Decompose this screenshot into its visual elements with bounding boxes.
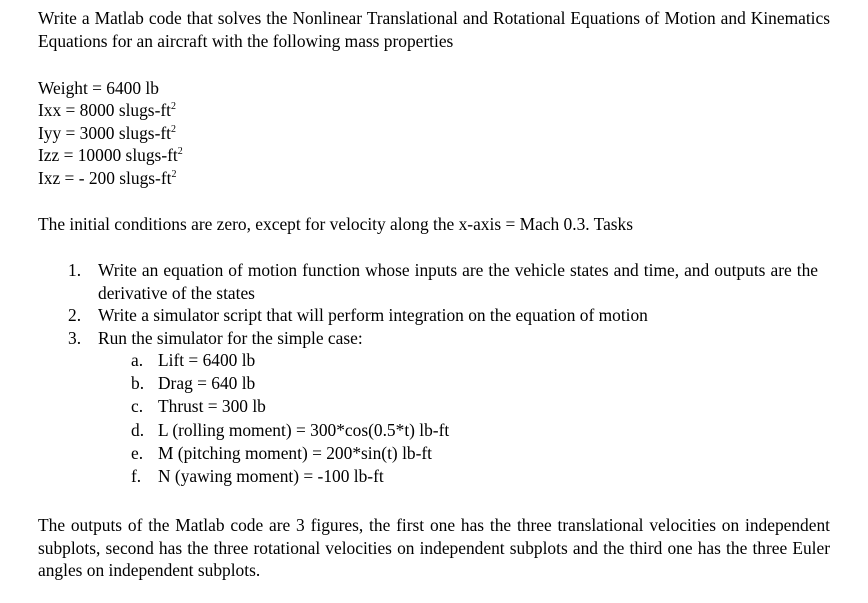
mass-properties-list [38,77,183,189]
case-text: Drag = 640 lb [158,373,256,394]
mass-property-ixx [38,99,183,121]
case-text: Lift = 6400 lb [158,350,256,370]
case-text: L (rolling moment) = 300*cos(0.5*t) lb-ft [158,419,450,440]
case-letter: d. [131,419,145,440]
task-text: Write an equation of motion function whose inputs are the vehicle states and time, and outputs are the derivative of the states [98,260,818,303]
mass-property-izz [38,144,183,166]
mass-property-weight [38,77,183,99]
list-item [38,304,818,327]
mass-property-ixz [38,167,183,189]
mass-property-exponent: 2 [171,168,177,180]
mass-property-exponent: 2 [171,101,176,113]
mass-property-label: Iyy = 3000 slugs-ft [38,122,171,143]
list-item [38,259,818,304]
task-text: Run the simulator for the simple case: [98,327,363,348]
case-letter: c. [131,396,144,417]
list-item [38,327,818,489]
mass-property-exponent: 2 [171,123,176,135]
task-number: 3. [68,327,82,348]
case-list [98,349,818,488]
outputs-paragraph: The outputs of the Matlab code are 3 figures, the first one has the three translational velocities on independent subplots, second has the three rotational velocities on independent subplots and the third one has the three Euler angles on independent subplots. [38,515,830,580]
intro-paragraph: Write a Matlab code that solves the Nonlinear Translational and Rotational Equations of Motion and Kinematics Equations for an aircraft with the following mass properties [38,8,830,51]
task-list [38,259,818,488]
list-item [38,419,818,442]
task-number: 2. [68,305,82,325]
list-item [38,395,818,418]
task-text: Write a simulator script that will perform integration on the equation of motion [98,305,648,325]
mass-property-label: Weight = 6400 lb [38,78,159,98]
mass-property-label: Izz = 10000 slugs-ft [38,145,178,166]
mass-property-label: Ixx = 8000 slugs-ft [38,100,171,121]
list-item [38,465,818,488]
mass-property-exponent: 2 [177,146,183,158]
case-letter: f. [131,465,142,486]
case-letter: e. [131,442,144,463]
case-text: Thrust = 300 lb [158,396,266,417]
mass-property-label: Ixz = - 200 slugs-ft [38,167,172,188]
mass-property-iyy [38,122,183,144]
list-item [38,372,818,395]
case-letter: a. [131,350,144,370]
case-text: N (yawing moment) = -100 lb-ft [158,465,384,486]
case-letter: b. [131,373,145,394]
case-text: M (pitching moment) = 200*sin(t) lb-ft [158,442,433,463]
list-item [38,349,818,372]
list-item [38,442,818,465]
task-number: 1. [68,260,82,280]
initial-conditions-paragraph: The initial conditions are zero, except for velocity along the x-axis = Mach 0.3. Tasks [38,214,634,234]
